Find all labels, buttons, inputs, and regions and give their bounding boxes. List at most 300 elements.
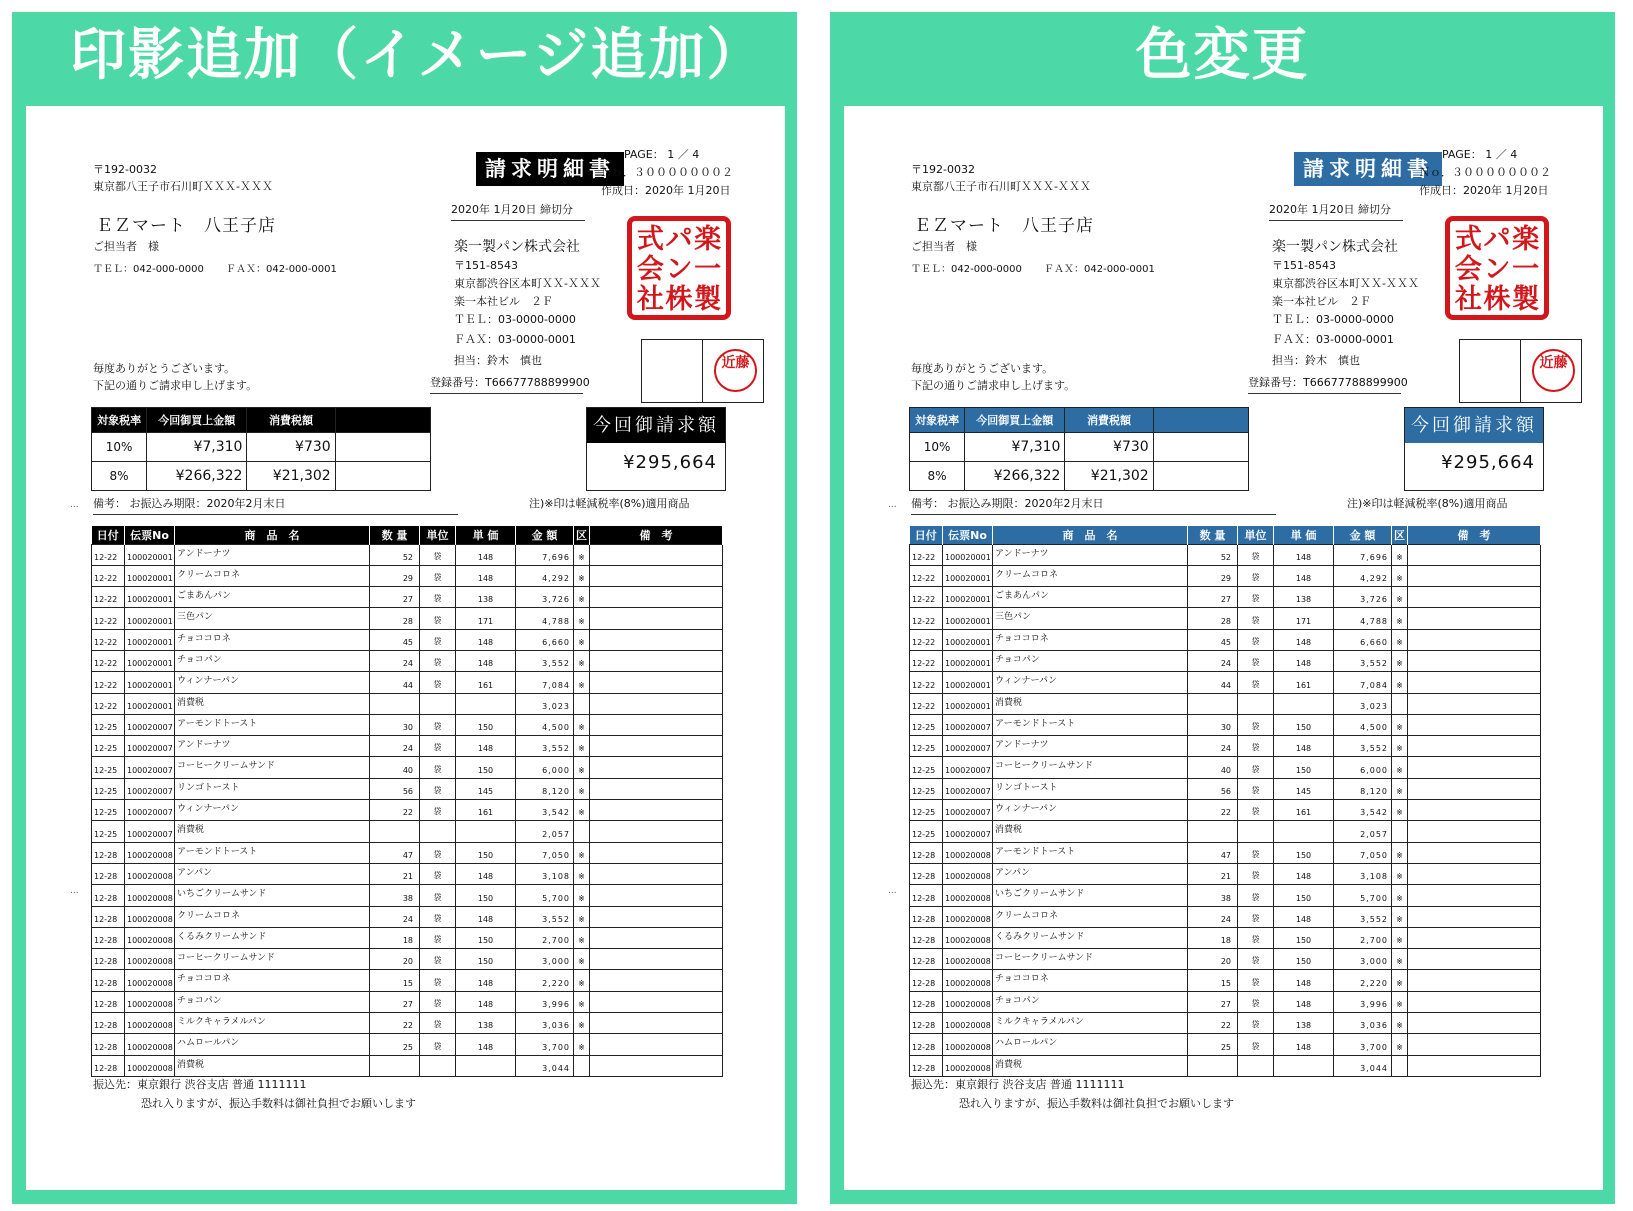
item-cell: 12-28 [92, 1013, 125, 1034]
item-cell: 47 [1188, 842, 1238, 863]
item-cell: 12-22 [92, 544, 125, 565]
item-cell: チョココロネ [993, 970, 1188, 991]
document-number: Ｎｏ．３０００００００２ [601, 166, 733, 179]
item-cell: ※ [574, 863, 590, 884]
item-cell: 12-28 [910, 863, 943, 884]
item-cell: ※ [574, 650, 590, 671]
item-cell: 27 [1188, 587, 1238, 608]
item-cell: 消費税 [175, 693, 370, 714]
item-cell [1408, 1013, 1541, 1034]
item-header-cell: 備 考 [590, 526, 723, 544]
item-cell: ※ [1392, 842, 1408, 863]
ellipsis: ... [70, 500, 79, 510]
item-cell: 100020007 [943, 800, 993, 821]
item-cell: 148 [1274, 736, 1334, 757]
item-cell [590, 927, 723, 948]
name-seal [714, 349, 757, 392]
item-cell: 150 [1274, 927, 1334, 948]
created-date: 作成日：2020年 1月20日 [601, 184, 731, 197]
item-cell: 袋 [420, 906, 456, 927]
item-cell: 18 [1188, 927, 1238, 948]
item-cell [370, 1055, 420, 1076]
item-cell: 148 [1274, 970, 1334, 991]
issuer-address: 東京都渋谷区本町ＸＸ-ＸＸＸ [1272, 277, 1419, 290]
item-cell [1238, 821, 1274, 842]
item-cell: 4,292 [516, 565, 574, 586]
item-cell: 袋 [1238, 650, 1274, 671]
item-cell: アンドーナツ [175, 736, 370, 757]
item-cell: 27 [370, 991, 420, 1012]
item-cell: アンドーナツ [175, 544, 370, 565]
item-cell: 52 [1188, 544, 1238, 565]
item-cell [1408, 693, 1541, 714]
table-row [92, 800, 723, 821]
item-cell: 100020007 [125, 714, 175, 735]
item-cell: 消費税 [175, 821, 370, 842]
item-cell: アーモンドトースト [175, 842, 370, 863]
item-cell: 2,057 [1334, 821, 1392, 842]
created-date: 作成日：2020年 1月20日 [1419, 184, 1549, 197]
item-cell: 100020008 [125, 949, 175, 970]
recipient-fax: ＦＡＸ：042-000-0001 [226, 264, 337, 275]
item-cell: ※ [574, 1034, 590, 1055]
table-row [910, 650, 1541, 671]
item-cell: ※ [1392, 949, 1408, 970]
table-row [92, 757, 723, 778]
stamp-char: 式 [1454, 224, 1482, 255]
item-cell: 161 [456, 800, 516, 821]
stamp-char: 株 [1483, 284, 1511, 315]
stamp-char: 社 [1454, 284, 1482, 315]
item-cell: 袋 [1238, 672, 1274, 693]
table-row [92, 608, 723, 629]
recipient-fax: ＦＡＸ：042-000-0001 [1044, 264, 1155, 275]
item-cell: 袋 [420, 863, 456, 884]
tax-rate: 8% [92, 462, 147, 491]
item-cell: ※ [1392, 906, 1408, 927]
item-cell: 38 [1188, 885, 1238, 906]
item-cell: 45 [1188, 629, 1238, 650]
table-row [910, 629, 1541, 650]
item-cell: 100020001 [125, 693, 175, 714]
item-cell: 100020008 [125, 1034, 175, 1055]
item-cell [420, 821, 456, 842]
panel-color-change [830, 12, 1615, 1204]
item-header-cell: 区 [1392, 526, 1408, 544]
item-cell: 3,552 [1334, 906, 1392, 927]
stamp-char: ン [665, 254, 693, 285]
item-cell: ※ [1392, 757, 1408, 778]
recipient-name: ＥＺマート 八王子店 [96, 216, 276, 236]
item-cell: 148 [456, 863, 516, 884]
item-cell [1408, 544, 1541, 565]
table-row [910, 1034, 1541, 1055]
item-cell: 袋 [1238, 1034, 1274, 1055]
issuer-tel: ＴＥＬ：03-0000-0000 [454, 313, 576, 326]
table-row [92, 672, 723, 693]
item-cell: チョコパン [175, 991, 370, 1012]
item-cell: 24 [1188, 906, 1238, 927]
table-row [910, 906, 1541, 927]
item-cell: 100020001 [125, 629, 175, 650]
item-cell: 三色パン [175, 608, 370, 629]
invoice-page [26, 106, 785, 1190]
line-items-table [91, 526, 723, 1077]
item-header-cell: 数 量 [370, 526, 420, 544]
item-cell: チョココロネ [175, 970, 370, 991]
item-cell [1408, 736, 1541, 757]
item-cell [456, 1055, 516, 1076]
item-cell: チョココロネ [993, 629, 1188, 650]
item-cell: 161 [1274, 672, 1334, 693]
item-cell [1238, 693, 1274, 714]
item-cell: 161 [1274, 800, 1334, 821]
item-header-cell: 備 考 [1408, 526, 1541, 544]
item-cell: ※ [574, 608, 590, 629]
item-cell: 100020008 [943, 885, 993, 906]
item-cell: 4,500 [1334, 714, 1392, 735]
seal-name: 近藤 [1539, 355, 1568, 371]
item-cell: 12-28 [92, 1055, 125, 1076]
item-cell: 12-22 [910, 672, 943, 693]
bank-fee-note: 恐れ入りますが、振込手数料は御社負担でお願いします [959, 1097, 1234, 1110]
item-cell: くるみクリームサンド [993, 927, 1188, 948]
item-cell: 100020008 [125, 1013, 175, 1034]
item-cell [1238, 1055, 1274, 1076]
item-cell [1392, 1055, 1408, 1076]
item-cell [590, 544, 723, 565]
tax-header-cell: 対象税率 [910, 408, 965, 433]
issuer-person: 担当：鈴木 慎也 [1272, 354, 1360, 367]
item-cell: 袋 [1238, 714, 1274, 735]
item-cell: 100020007 [943, 757, 993, 778]
item-cell: 6,000 [1334, 757, 1392, 778]
table-row [92, 885, 723, 906]
item-cell: 100020001 [943, 608, 993, 629]
item-cell: 150 [456, 714, 516, 735]
item-cell: 24 [1188, 650, 1238, 671]
item-cell: 145 [1274, 778, 1334, 799]
item-cell: 3,726 [1334, 587, 1392, 608]
item-cell [590, 1055, 723, 1076]
stamp-char: 式 [636, 224, 664, 255]
total-amount-box [586, 407, 726, 491]
table-row [92, 778, 723, 799]
tax-rate: 10% [92, 433, 147, 462]
item-cell: 4,500 [516, 714, 574, 735]
item-cell [1408, 608, 1541, 629]
item-cell: 148 [1274, 650, 1334, 671]
item-cell: 100020001 [125, 565, 175, 586]
panel-stamp-added [12, 12, 797, 1204]
table-row [910, 565, 1541, 586]
table-row [910, 821, 1541, 842]
item-cell: ※ [574, 736, 590, 757]
item-cell: 148 [456, 629, 516, 650]
stamp-char: パ [665, 224, 693, 255]
item-cell: 袋 [420, 1034, 456, 1055]
item-cell: 12-28 [910, 1055, 943, 1076]
item-cell: 148 [1274, 1034, 1334, 1055]
item-cell: 100020007 [125, 778, 175, 799]
item-cell: 21 [1188, 863, 1238, 884]
item-cell [1274, 693, 1334, 714]
item-header-cell: 単位 [1238, 526, 1274, 544]
item-header-cell: 伝票No [943, 526, 993, 544]
item-cell: ※ [1392, 608, 1408, 629]
item-cell [1408, 757, 1541, 778]
tax-header-cell [1153, 408, 1248, 433]
item-cell: 12-28 [92, 1034, 125, 1055]
cutoff-date: 2020年 1月20日 締切分 [451, 203, 573, 216]
item-header-cell: 単 価 [456, 526, 516, 544]
item-cell: 12-25 [92, 778, 125, 799]
item-cell: チョコパン [993, 650, 1188, 671]
item-cell [590, 714, 723, 735]
table-row [92, 991, 723, 1012]
item-cell: 12-28 [92, 927, 125, 948]
table-row [92, 693, 723, 714]
item-cell: 3,542 [1334, 800, 1392, 821]
item-cell: 24 [370, 736, 420, 757]
item-cell: 22 [370, 1013, 420, 1034]
item-cell: 24 [370, 650, 420, 671]
item-cell: ※ [1392, 672, 1408, 693]
item-cell: 3,552 [516, 906, 574, 927]
table-row [910, 1013, 1541, 1034]
item-cell: コーヒークリームサンド [993, 949, 1188, 970]
item-cell: ※ [1392, 1013, 1408, 1034]
tax-tax: ¥21,302 [1065, 462, 1153, 491]
item-cell: 5,700 [516, 885, 574, 906]
item-header-cell: 日付 [910, 526, 943, 544]
issuer-address: 東京都渋谷区本町ＸＸ-ＸＸＸ [454, 277, 601, 290]
item-cell: ※ [574, 672, 590, 693]
item-cell [590, 970, 723, 991]
stamp-char: ン [1483, 254, 1511, 285]
item-cell: ※ [574, 587, 590, 608]
total-value: ¥295,664 [1441, 452, 1535, 473]
issuer-name: 楽一製パン株式会社 [454, 239, 580, 255]
tax-rate-note: 注)※印は軽減税率(8%)適用商品 [1347, 497, 1508, 510]
item-cell: 袋 [420, 949, 456, 970]
item-cell [1408, 927, 1541, 948]
item-cell: 7,696 [1334, 544, 1392, 565]
issuer-zip: 〒151-8543 [1272, 259, 1336, 272]
tax-rate: 8% [910, 462, 965, 491]
document-title: 請求明細書 [476, 152, 624, 186]
item-cell: 28 [1188, 608, 1238, 629]
tax-amount: ¥7,310 [965, 433, 1065, 462]
item-cell [574, 821, 590, 842]
item-header-cell: 単 価 [1274, 526, 1334, 544]
item-cell: 12-28 [910, 991, 943, 1012]
item-cell: 38 [370, 885, 420, 906]
item-cell: クリームコロネ [175, 565, 370, 586]
item-cell: コーヒークリームサンド [175, 949, 370, 970]
item-cell: 27 [1188, 991, 1238, 1012]
item-cell: 21 [370, 863, 420, 884]
item-cell: 袋 [1238, 800, 1274, 821]
tax-summary-table [909, 407, 1249, 491]
item-cell: 12-25 [910, 800, 943, 821]
item-cell: 100020008 [943, 927, 993, 948]
table-row [910, 778, 1541, 799]
item-cell: 3,700 [516, 1034, 574, 1055]
item-cell: 消費税 [993, 1055, 1188, 1076]
stamp-char: 社 [636, 284, 664, 315]
stamp-characters [636, 224, 722, 315]
tax-header-cell: 消費税額 [247, 408, 335, 433]
item-cell [590, 949, 723, 970]
item-cell: ※ [574, 906, 590, 927]
item-cell [574, 1055, 590, 1076]
item-cell: 44 [370, 672, 420, 693]
item-cell: チョコパン [175, 650, 370, 671]
stamp-char: 製 [694, 284, 722, 315]
item-cell: 3,044 [516, 1055, 574, 1076]
item-cell: 3,044 [1334, 1055, 1392, 1076]
table-row [910, 672, 1541, 693]
item-cell: 100020007 [943, 714, 993, 735]
item-cell: 袋 [420, 544, 456, 565]
item-cell: ウィンナーパン [175, 800, 370, 821]
table-row [92, 906, 723, 927]
item-cell [1408, 842, 1541, 863]
item-cell: 150 [1274, 757, 1334, 778]
item-cell: 7,050 [516, 842, 574, 863]
ellipsis: ... [888, 500, 897, 510]
issuer-zip: 〒151-8543 [454, 259, 518, 272]
item-cell: ※ [574, 842, 590, 863]
item-header-cell: 商 品 名 [993, 526, 1188, 544]
item-cell: 袋 [1238, 885, 1274, 906]
item-cell: 3,996 [1334, 991, 1392, 1012]
item-cell: 100020008 [125, 927, 175, 948]
greeting-line-2: 下記の通りご請求申し上げます。 [911, 379, 1076, 392]
table-row [910, 1055, 1541, 1076]
item-cell [590, 991, 723, 1012]
item-cell [1408, 672, 1541, 693]
item-cell [590, 800, 723, 821]
item-cell: 100020008 [943, 1013, 993, 1034]
item-cell: ※ [574, 1013, 590, 1034]
item-cell: 47 [370, 842, 420, 863]
item-cell: 4,788 [516, 608, 574, 629]
item-cell: 袋 [420, 970, 456, 991]
tax-rate: 10% [910, 433, 965, 462]
item-cell: 148 [1274, 906, 1334, 927]
item-cell: 袋 [420, 587, 456, 608]
item-cell: 12-28 [910, 906, 943, 927]
item-cell: ※ [1392, 587, 1408, 608]
item-cell: 15 [370, 970, 420, 991]
item-cell: 12-28 [92, 863, 125, 884]
item-cell: 12-22 [92, 565, 125, 586]
item-cell: 12-22 [910, 650, 943, 671]
item-cell: 3,542 [516, 800, 574, 821]
tax-blank [1153, 462, 1248, 491]
item-cell [1392, 693, 1408, 714]
item-cell: 3,108 [1334, 863, 1392, 884]
item-cell: ※ [574, 757, 590, 778]
item-cell: くるみクリームサンド [175, 927, 370, 948]
seal-box [703, 340, 763, 402]
item-cell: 4,292 [1334, 565, 1392, 586]
table-row [92, 821, 723, 842]
item-cell: 袋 [1238, 736, 1274, 757]
item-cell: ※ [1392, 650, 1408, 671]
table-row [92, 970, 723, 991]
item-cell: 148 [1274, 863, 1334, 884]
tax-blank [335, 462, 430, 491]
item-cell: 138 [1274, 1013, 1334, 1034]
recipient-tel: ＴＥＬ：042-000-0000 [93, 264, 204, 275]
item-cell: 袋 [1238, 778, 1274, 799]
bank-info: 振込先：東京銀行 渋谷支店 普通 1111111 [911, 1078, 1125, 1091]
tax-summary-table [91, 407, 431, 491]
item-cell: 2,700 [516, 927, 574, 948]
item-cell: ※ [1392, 927, 1408, 948]
item-header-cell: 区 [574, 526, 590, 544]
item-cell: 袋 [1238, 565, 1274, 586]
item-cell: 袋 [1238, 863, 1274, 884]
item-cell: 138 [1274, 587, 1334, 608]
registration-number: 登録番号：T66677788899900 [430, 376, 590, 389]
item-cell [1408, 970, 1541, 991]
item-cell: 56 [1188, 778, 1238, 799]
table-row [92, 650, 723, 671]
item-cell: 100020008 [943, 842, 993, 863]
item-cell [1188, 821, 1238, 842]
item-cell: 3,552 [516, 650, 574, 671]
item-cell: 30 [1188, 714, 1238, 735]
stamp-char: 会 [1454, 254, 1482, 285]
item-header-cell: 単位 [420, 526, 456, 544]
issuer-tel: ＴＥＬ：03-0000-0000 [1272, 313, 1394, 326]
tax-header-cell: 今回御買上金額 [147, 408, 247, 433]
item-cell [1408, 1055, 1541, 1076]
item-cell: 12-25 [910, 736, 943, 757]
item-cell: ※ [574, 565, 590, 586]
item-cell: リンゴトースト [993, 778, 1188, 799]
item-cell: 148 [1274, 991, 1334, 1012]
table-row [910, 991, 1541, 1012]
item-cell: ハムロールパン [993, 1034, 1188, 1055]
item-cell: 12-25 [92, 757, 125, 778]
item-cell: 3,000 [1334, 949, 1392, 970]
item-cell: 袋 [420, 736, 456, 757]
item-cell: 3,023 [516, 693, 574, 714]
item-cell: 2,220 [516, 970, 574, 991]
item-cell: 100020001 [125, 544, 175, 565]
empty-seal-box [642, 340, 703, 402]
issuer-name: 楽一製パン株式会社 [1272, 239, 1398, 255]
item-cell: 7,050 [1334, 842, 1392, 863]
item-cell: 100020007 [125, 821, 175, 842]
issuer-person: 担当：鈴木 慎也 [454, 354, 542, 367]
item-cell: 12-22 [910, 608, 943, 629]
tax-tax: ¥730 [247, 433, 335, 462]
item-cell: 145 [456, 778, 516, 799]
item-cell: 22 [370, 800, 420, 821]
item-cell: 12-22 [910, 544, 943, 565]
recipient-attn: ご担当者 様 [911, 240, 977, 253]
recipient-name: ＥＺマート 八王子店 [914, 216, 1094, 236]
item-cell: ※ [574, 800, 590, 821]
table-row [910, 927, 1541, 948]
item-cell: 148 [1274, 565, 1334, 586]
